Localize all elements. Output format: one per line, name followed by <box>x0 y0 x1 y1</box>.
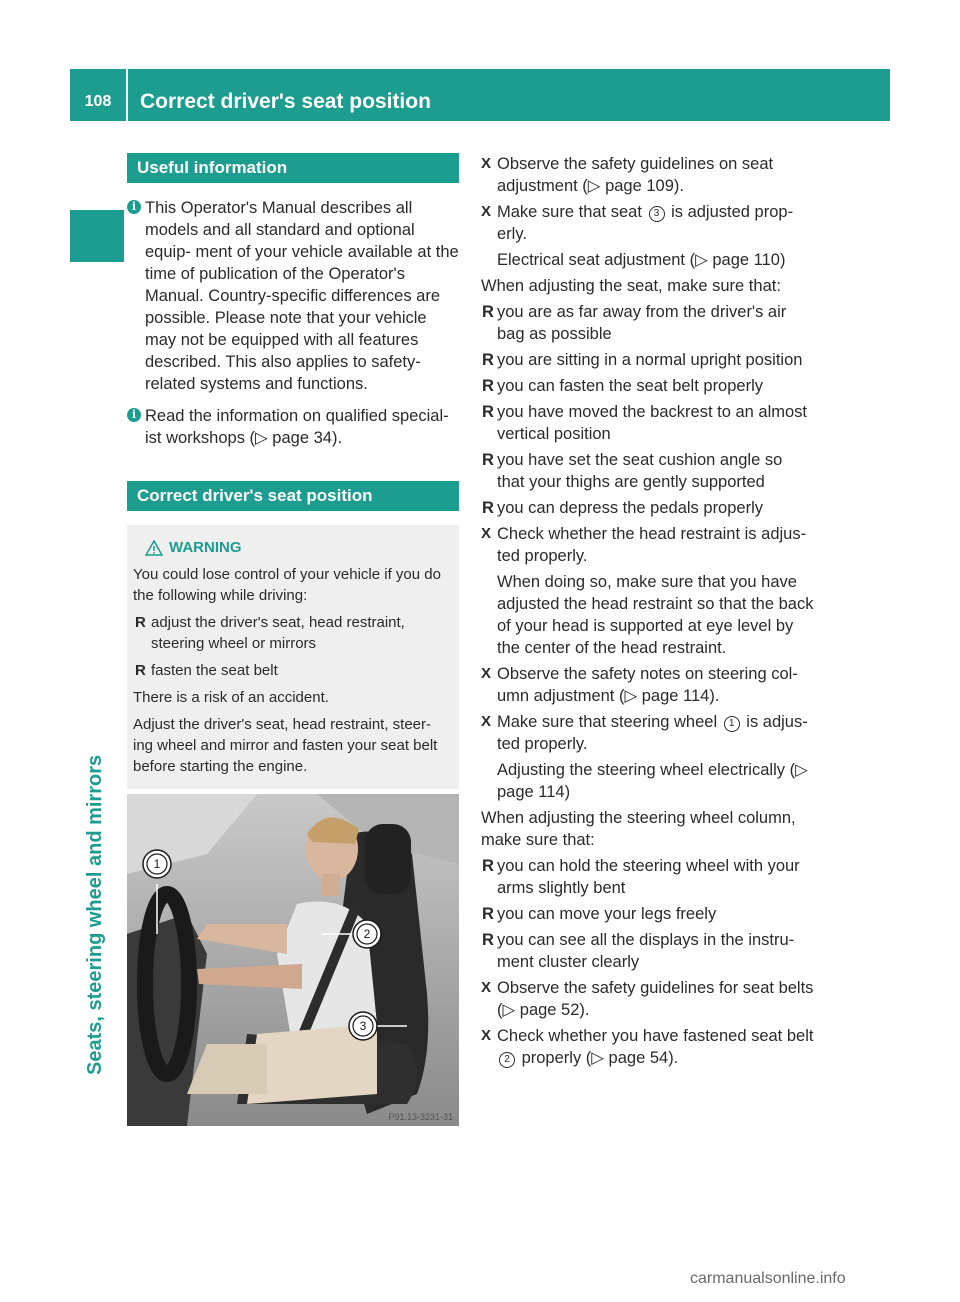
callout-ref: 3 <box>649 206 665 222</box>
bullet-icon: R <box>482 451 494 469</box>
callout-ref: 2 <box>499 1052 515 1068</box>
wheel-bullet <box>481 929 814 973</box>
driver-seat-illustration <box>127 794 459 1126</box>
step-text: Check whether the head restraint is adjus- ted properly. <box>497 525 807 565</box>
bullet-text: you can fasten the seat belt properly <box>497 377 763 395</box>
seat-bullet <box>481 449 814 493</box>
step-arrow-icon: X <box>481 155 492 172</box>
warning-risk: There is a risk of an accident. <box>133 689 329 706</box>
step-item <box>481 153 814 197</box>
bullet-icon: R <box>482 377 494 395</box>
chapter-label: Seats, steering wheel and mirrors <box>84 755 106 1076</box>
step-item <box>481 201 814 245</box>
svg-text:1: 1 <box>153 857 161 871</box>
warning-bullet-text: fasten the seat belt <box>151 662 278 679</box>
bullet-icon: R <box>482 499 494 517</box>
svg-text:3: 3 <box>359 1019 367 1033</box>
bullet-icon: R <box>482 857 494 875</box>
seat-bullet <box>481 497 814 519</box>
right-column <box>481 153 814 1073</box>
bullet-icon: R <box>135 662 146 679</box>
page-number: 108 <box>70 69 128 121</box>
illustration-code: P91.13-3231-31 <box>388 1112 453 1122</box>
bullet-icon: R <box>135 614 146 631</box>
step-text: is adjus- ted properly. <box>497 713 808 753</box>
warning-bullet <box>133 612 451 654</box>
step-text: Make sure that seat <box>497 203 647 221</box>
seat-bullet <box>481 349 814 371</box>
warning-label: WARNING <box>169 539 242 556</box>
useful-info-heading: Useful information <box>127 153 459 183</box>
warning-bullet <box>133 660 451 681</box>
step-text: properly (▷ page 54). <box>517 1049 679 1067</box>
info-text: This Operator's Manual describes all models and all standard and optional equip- ment of your vehicle available at the time of publication of the Operator's Manual. Country-specific differences are possible. Please note that your vehicle may not be equipped with all features described. This also applies to safety-related systems and functions. <box>145 199 459 393</box>
warning-title <box>133 537 451 558</box>
step-text: Make sure that steering wheel <box>497 713 722 731</box>
step-item <box>481 1025 814 1069</box>
info-paragraph <box>127 197 459 395</box>
bullet-icon: R <box>482 403 494 421</box>
step-text: Observe the safety notes on steering col- umn adjustment (▷ page 114). <box>497 665 798 705</box>
step-subtext: When doing so, make sure that you have adjusted the head restraint so that the back of your head is supported at eye level by the center of the head restraint. <box>497 573 814 657</box>
seat-bullet <box>481 301 814 345</box>
seat-bullet <box>481 401 814 445</box>
svg-text:2: 2 <box>363 927 371 941</box>
info-icon: i <box>127 200 141 214</box>
step-arrow-icon: X <box>481 525 492 542</box>
bullet-icon: R <box>482 931 494 949</box>
page-header <box>70 69 890 121</box>
bullet-icon: R <box>482 303 494 321</box>
step-arrow-icon: X <box>481 1027 492 1044</box>
bullet-text: you are sitting in a normal upright position <box>497 351 803 369</box>
section-heading: Correct driver's seat position <box>127 481 459 511</box>
step-item <box>481 977 814 1021</box>
step-item <box>481 711 814 755</box>
callout-ref: 1 <box>724 716 740 732</box>
seat-intro: When adjusting the seat, make sure that: <box>481 277 781 295</box>
step-text: Observe the safety guidelines on seat adjustment (▷ page 109). <box>497 155 774 195</box>
bullet-text: you are as far away from the driver's air bag as possible <box>497 303 787 343</box>
seat-bullet <box>481 375 814 397</box>
bullet-text: you have set the seat cushion angle so that your thighs are gently supported <box>497 451 783 491</box>
step-arrow-icon: X <box>481 979 492 996</box>
warning-action: Adjust the driver's seat, head restraint, steer- ing wheel and mirror and fasten your seat belt before starting the engine. <box>133 716 438 775</box>
step-text: is adjusted prop- erly. <box>497 203 794 243</box>
bullet-text: you can depress the pedals properly <box>497 499 763 517</box>
warning-bullet-text: adjust the driver's seat, head restraint, steering wheel or mirrors <box>151 614 405 652</box>
info-text: Read the information on qualified special- ist workshops (▷ page 34). <box>145 407 449 447</box>
left-column <box>127 153 459 789</box>
warning-intro: You could lose control of your vehicle if you do the following while driving: <box>133 566 441 604</box>
warning-triangle-icon <box>145 540 163 556</box>
step-text: Observe the safety guidelines for seat belts (▷ page 52). <box>497 979 814 1019</box>
bullet-text: you can see all the displays in the instru- ment cluster clearly <box>497 931 795 971</box>
page-title: Correct driver's seat position <box>140 90 431 113</box>
wheel-intro: When adjusting the steering wheel column, make sure that: <box>481 809 796 849</box>
wheel-bullet <box>481 855 814 899</box>
bullet-text: you have moved the backrest to an almost vertical position <box>497 403 808 443</box>
step-arrow-icon: X <box>481 665 492 682</box>
step-subtext: Adjusting the steering wheel electrically (▷ page 114) <box>497 761 808 801</box>
step-text: Check whether you have fastened seat belt <box>497 1027 814 1045</box>
info-icon: i <box>127 408 141 422</box>
step-arrow-icon: X <box>481 713 492 730</box>
step-item <box>481 663 814 707</box>
bullet-text: you can hold the steering wheel with your arms slightly bent <box>497 857 800 897</box>
bullet-text: you can move your legs freely <box>497 905 717 923</box>
info-paragraph <box>127 405 459 449</box>
step-arrow-icon: X <box>481 203 492 220</box>
chapter-tab <box>70 210 124 262</box>
bullet-icon: R <box>482 905 494 923</box>
warning-box <box>127 525 459 789</box>
step-item <box>481 523 814 567</box>
wheel-bullet <box>481 903 814 925</box>
step-subtext: Electrical seat adjustment (▷ page 110) <box>497 251 786 269</box>
footer-watermark[interactable]: carmanualsonline.info <box>690 1270 846 1287</box>
bullet-icon: R <box>482 351 494 369</box>
